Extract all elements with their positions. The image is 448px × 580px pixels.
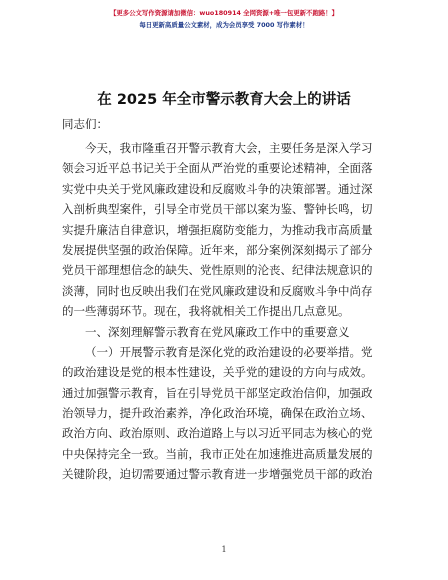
- document-title: 在 2025 年全市警示教育大会上的讲话: [97, 92, 351, 108]
- promo-line-2: 每日更新高质量公文素材，成为会员享受 7000 写作素材！: [139, 21, 309, 29]
- greeting: 同志们：: [62, 117, 108, 131]
- text-line: 发展提供坚强的政治保障。近年来，部分案例深刻揭示了部分: [62, 242, 373, 257]
- text-line: 关键阶段，迫切需要通过警示教育进一步增强党员干部的政治: [62, 467, 373, 482]
- promo-line-1: 【更多公文写作资源请加微信：wuo180914 全网资源+唯一包更新不跑路！】: [109, 9, 339, 17]
- promo-banner: [0, 8, 448, 30]
- text-line: 淡薄，同时也反映出我们在党风廉政建设和反腐败斗争中尚存: [62, 283, 373, 298]
- text-line: （一）开展警示教育是深化党的政治建设的必要举措。党: [85, 344, 373, 359]
- page-number: 1: [221, 545, 227, 554]
- text-line: 党员干部理想信念的缺失、党性原则的沦丧、纪律法规意识的: [62, 263, 373, 278]
- text-line: 政治方向、政治原则、政治道路上与以习近平同志为核心的党: [62, 426, 373, 441]
- document-body: [62, 138, 388, 485]
- text-line: 治领导力，提升政治素养，净化政治环境，确保在政治立场、: [62, 406, 373, 421]
- text-line: 中央保持完全一致。当前，我市正处在加速推进高质量发展的: [62, 446, 373, 461]
- text-line: 实党中央关于党风廉政建设和反腐败斗争的决策部署。通过深: [62, 181, 373, 196]
- text-line: 通过加强警示教育，旨在引导党员干部坚定政治信仰，加强政: [62, 385, 373, 400]
- text-line: 实提升廉洁自律意识，增强拒腐防变能力，为推动我市高质量: [62, 222, 373, 237]
- text-line: 领会习近平总书记关于全面从严治党的重要论述精神，全面落: [62, 161, 373, 176]
- section-heading: 一、深刻理解警示教育在党风廉政工作中的重要意义: [85, 324, 350, 339]
- text-line: 的一些薄弱环节。现在，我将就相关工作提出几点意见。: [62, 304, 350, 319]
- text-line: 的政治建设是党的根本性建设，关乎党的建设的方向与成效。: [62, 365, 373, 380]
- text-line: 今天，我市隆重召开警示教育大会，主要任务是深入学习: [85, 141, 373, 155]
- text-line: 入剖析典型案件，引导全市党员干部以案为鉴、警钟长鸣，切: [62, 202, 373, 217]
